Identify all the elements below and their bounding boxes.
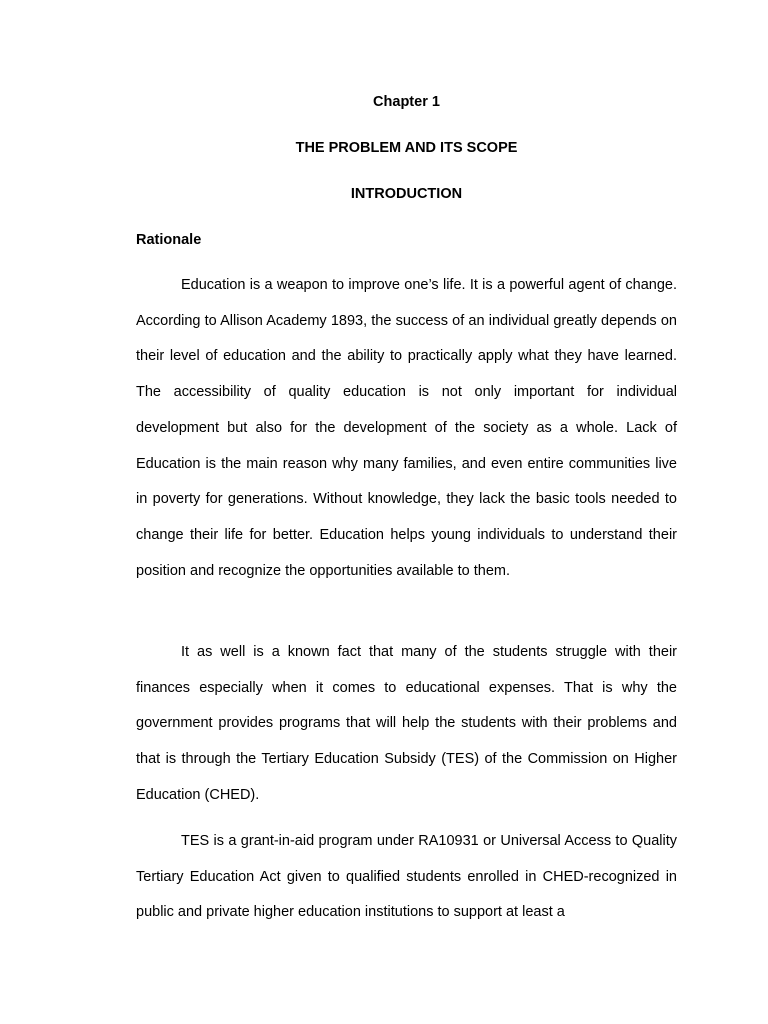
section-heading: INTRODUCTION — [350, 186, 463, 202]
paragraph: TES is a grant-in-aid program under RA10931 or Universal Access to Quality Tertiary Education Act given to qualified students enrolled in CHED-recognized in public and private higher education institutions to support at least a — [136, 833, 677, 921]
subsection-heading: Rationale — [136, 232, 202, 248]
chapter-heading: Chapter 1 — [373, 94, 440, 110]
paragraph: It as well is a known fact that many of the students struggle with their finances especially when it comes to educational expenses. That is why the government provides programs that will help the students with their problems and that is through the Tertiary Education Subsidy (TES) of the Commission on Higher Education (CHED). — [136, 644, 677, 803]
chapter-title: THE PROBLEM AND ITS SCOPE — [295, 140, 518, 156]
paragraph: Education is a weapon to improve one’s life. It is a powerful agent of change. According to Allison Academy 1893, the success of an individual greatly depends on their level of education and the ability to practically apply what they have learned. The accessibility of quality education is not only important for individual development but also for the development of the society as a whole. Lack of Education is the main reason why many families, and even entire communities live in poverty for generations. Without knowledge, they lack the basic tools needed to change their life for better. Education helps young individuals to understand their position and recognize the opportunities available to them. — [136, 277, 677, 579]
